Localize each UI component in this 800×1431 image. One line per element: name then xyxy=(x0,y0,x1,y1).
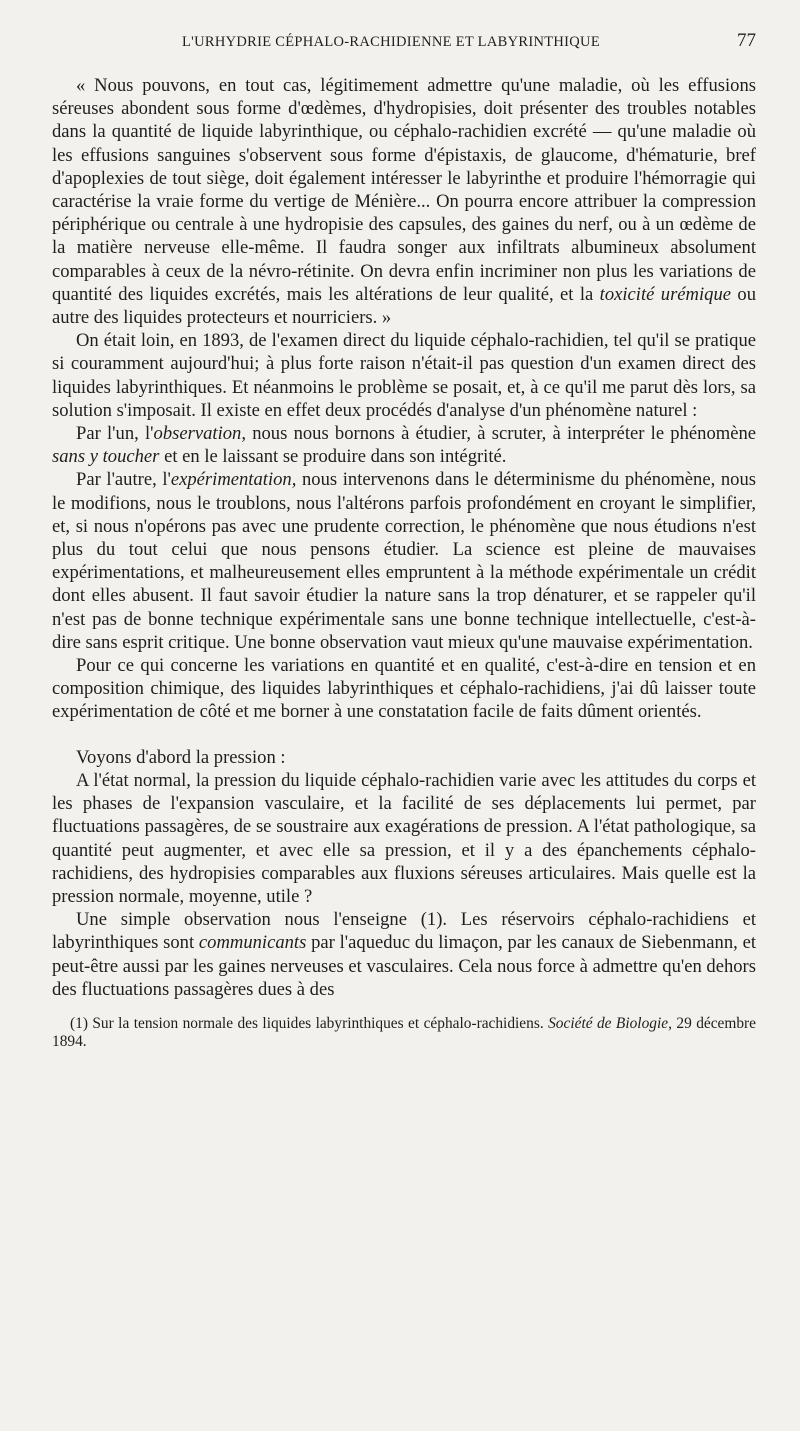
text-run: et en le laissant se produire dans son intégrité. xyxy=(159,446,507,468)
text-run: Par l'autre, l' xyxy=(76,469,171,491)
paragraph xyxy=(52,746,756,769)
page-number: 77 xyxy=(737,30,756,51)
body-text xyxy=(52,74,756,1001)
paragraph xyxy=(52,769,756,908)
text-run: Par l'un, l' xyxy=(76,423,154,445)
italic-text: communicants xyxy=(198,932,307,954)
paragraph xyxy=(52,468,756,654)
italic-text: sans y toucher xyxy=(52,446,160,468)
paragraph xyxy=(52,908,756,1001)
text-run: ou autre des liquides protecteurs et nourriciers. » xyxy=(52,283,756,329)
page-header xyxy=(52,30,756,52)
text-run: 29 décembre 1894. xyxy=(52,1014,757,1050)
paragraph xyxy=(52,654,756,724)
running-head: L'URHYDRIE CÉPHALO-RACHIDIENNE ET LABYRINTHIQUE xyxy=(182,34,600,50)
text-run: A l'état normal, la pression du liquide céphalo-rachidien varie avec les attitudes du corps et les phases de l'expansion vasculaire, et la facilité de ses déplacements lui permet, par fluctuations passagères, de se soustraire aux exagérations de pression. A l'état pathologique, sa quantité peut augmenter, et avec elle sa pression, et il y a des épanchements céphalo-rachidiens, des hydropisies comparables aux fluxions séreuses articulaires. Mais quelle est la pression normale, moyenne, utile ? xyxy=(52,769,756,907)
text-run: « Nous pouvons, en tout cas, légitimement admettre qu'une maladie, où les effusions séreuses abondent sous forme d'œdèmes, d'hydropisies, doit présenter des troubles notables dans la quantité de liquide labyrinthique, ou céphalo-rachidien excrété — qu'une maladie où les effusions sanguines s'observent sous forme d'épistaxis, de glaucome, d'hématurie, bref d'apoplexies de tout siège, doit également intéresser le labyrinthe et produire l'hémorragie qui caractérise la vraie forme du vertige de Ménière... On pourra encore attribuer la compression périphérique ou centrale à une hydropisie des capsules, des gaines du nerf, ou à un œdème de la matière nerveuse elle-même. Il faudra songer aux infiltrats albumineux absolument comparables à ceux de la névro-rétinite. On devra enfin incriminer non plus les variations de quantité des liquides excrétés, mais les altérations de leur qualité, et la xyxy=(52,75,756,305)
text-run: nous nous bornons à étudier, à scruter, à interpréter le phénomène xyxy=(245,423,757,445)
text-run: par l'aqueduc du limaçon, par les canaux de Siebenmann, et peut-être aussi par les gaines nerveuses et vasculaires. Cela nous force à admettre qu'en dehors des fluctuations passagères dues à des xyxy=(52,932,756,1000)
text-run: (1) Sur la tension normale des liquides labyrinthiques et céphalo-rachidiens. xyxy=(70,1014,549,1032)
italic-text: expérimentation, xyxy=(170,469,297,491)
text-run: On était loin, en 1893, de l'examen direct du liquide céphalo-rachidien, tel qu'il se pratique si couramment aujourd'hui; à plus forte raison n'était-il pas question d'un examen direct des liquides labyrinthiques. Et néanmoins le problème se posait, et, à ce qu'il me parut dès lors, sa solution s'imposait. Il existe en effet deux procédés d'analyse d'un phénomène naturel : xyxy=(52,330,756,421)
paragraph xyxy=(52,422,756,468)
paragraph xyxy=(52,329,756,422)
text-run: Pour ce qui concerne les variations en quantité et en qualité, c'est-à-dire en tension et en composition chimique, des liquides labyrinthiques et céphalo-rachidiens, j'ai dû laisser toute expérimentation de côté et me borner à une constatation facile de faits dûment orientés. xyxy=(52,655,756,723)
text-run: nous intervenons dans le déterminisme du phénomène, nous le modifions, nous le troublons, nous l'altérons parfois profondément en croyant le simplifier, et, si nous n'opérons pas avec une prudente correction, le phénomène que nous étudions n'est plus du tout celui que nous pensons étudier. La science est pleine de mauvaises expérimentations, et malheureusement elles empruntent à la méthode expérimentale un crédit dont elles abusent. Il faut savoir étudier la nature sans la trop dénaturer, et se rappeler qu'il n'est pas de bonne technique expérimentale sans une bonne technique intellectuelle, c'est-à-dire sans esprit critique. Une bonne observation vaut mieux qu'une mauvaise expérimentation. xyxy=(52,469,756,653)
text-run: Une simple observation nous l'enseigne (1). Les réservoirs céphalo-rachidiens et labyrinthiques sont xyxy=(52,909,756,954)
text-run: Voyons d'abord la pression : xyxy=(76,746,286,768)
footnote xyxy=(52,1015,756,1051)
italic-text: observation, xyxy=(153,423,246,445)
italic-text: toxicité urémique xyxy=(599,283,731,305)
italic-text: Société de Biologie, xyxy=(548,1014,672,1032)
paragraph xyxy=(52,74,756,329)
